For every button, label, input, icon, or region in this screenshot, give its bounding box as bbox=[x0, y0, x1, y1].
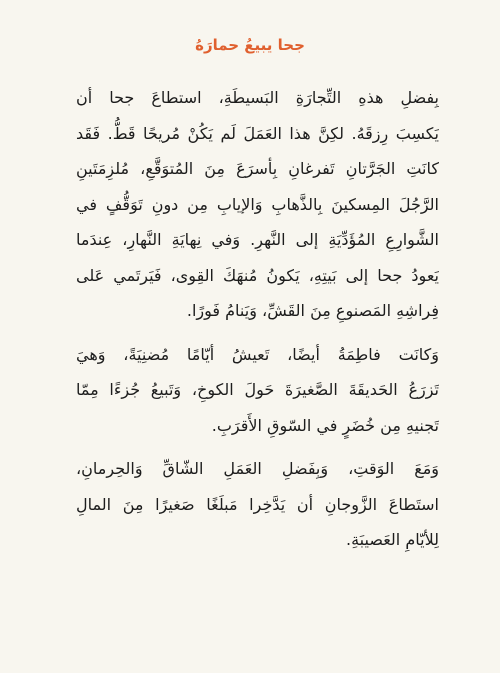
text-line: وَمَعَ الوَقتِ، وَبِفَضلِ العَمَلِ الشّاقِّ وَالحِرمانِ، bbox=[76, 459, 439, 478]
paragraph-gap bbox=[76, 329, 439, 337]
text-line: الشَّوارِعِ المُؤَدِّيَةِ إلى النَّهرِ. وَفي نِهايَةِ النَّهارِ، عِندَما bbox=[76, 230, 439, 249]
text-line: كانَتِ الجَرَّتانِ تَفرغانِ بِأسرَعَ مِنَ المُتوَقَّعِ، مُلزِمَتَينِ bbox=[76, 159, 439, 178]
paragraph-1 bbox=[76, 80, 439, 329]
paragraph-3 bbox=[76, 451, 439, 558]
text-line: استَطاعَ الزَّوجانِ أن يَدَّخِرا مَبلَغًا صَغيرًا مِنَ المالِ bbox=[76, 494, 439, 514]
text-line: فِراشِهِ المَصنوعِ مِنَ القَشِّ، وَيَنامُ فَورًا. bbox=[186, 301, 439, 320]
body-text bbox=[76, 80, 439, 558]
text-line: تَجنيهِ مِن خُضَرٍ في السّوقِ الأَقرَبِ. bbox=[211, 415, 439, 435]
text-line: يَعودُ جحا إلى بَيتِهِ، يَكونُ مُنهَكَ القِوى، فَيَرتَمي عَلى bbox=[76, 265, 439, 285]
text-line: بِفضلِ هذهِ التِّجارَةِ البَسيطَةِ، استطاعَ جحا أن bbox=[76, 88, 439, 107]
paragraph-2 bbox=[76, 337, 439, 444]
text-line: يَكسِبَ رِزقَهُ. لكِنَّ هذا العَمَلَ لَم يَكُنْ مُريحًا قَطُّ. فَقَد bbox=[76, 123, 439, 143]
text-line: الرَّجُلَ المِسكينَ بِالذَّهابِ وَالإيابِ مِن دونِ تَوَقُّفٍ في bbox=[76, 194, 439, 214]
running-title: جحا يبيعُ حمارَهُ bbox=[195, 36, 305, 54]
text-line: وَكانَت فاطِمَةُ أيضًا، تَعيشُ أيّامًا مُضنِيَةً، وَهيَ bbox=[76, 344, 439, 364]
text-line: تَزرَعُ الحَديقَةَ الصَّغيرَةَ حَولَ الكوخِ، وَتَبيعُ جُزءًا مِمّا bbox=[76, 380, 439, 399]
paragraph-gap bbox=[76, 443, 439, 451]
text-line: لِلأيّامِ العَصيبَةِ. bbox=[346, 530, 439, 549]
